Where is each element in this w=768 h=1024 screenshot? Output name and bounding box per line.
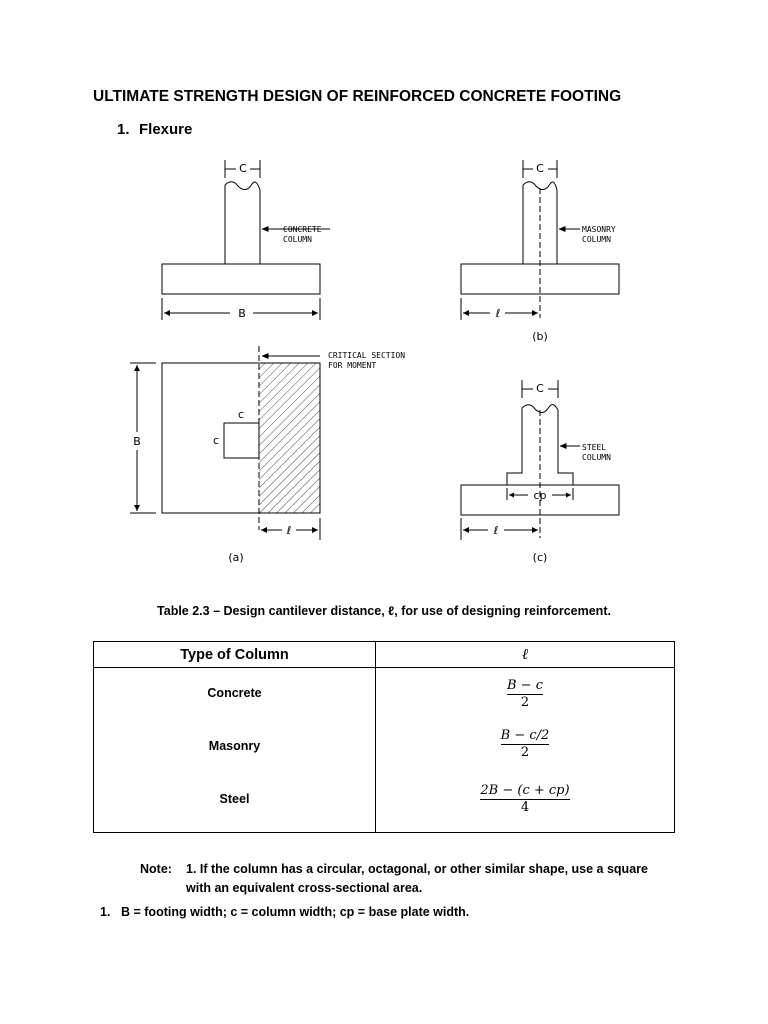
column-types-cell [94,668,376,833]
critical-section-label-1: CRITICAL SECTION [328,351,406,360]
critical-section-hatch [259,363,320,513]
figure-caption-c: (c) [532,551,548,564]
dim-cp-label: cp [533,489,547,502]
dim-c-label: C [239,162,247,175]
steel-column-label-2: COLUMN [582,453,611,462]
concrete-column-label-2: COLUMN [283,235,312,244]
section-number: 1. [117,121,130,138]
masonry-column-label-2: COLUMN [582,235,611,244]
dim-B-label: B [133,435,141,448]
table-body-row [94,668,675,833]
section-title: Flexure [139,121,193,138]
figure-caption-b: (b) [532,330,548,343]
formula-masonry-denominator: 2 [520,745,530,760]
type-masonry: Masonry [208,739,261,753]
note-line-1: 1. If the column has a circular, octagonal, or other similar shape, use a square [186,862,648,876]
dim-l-label: ℓ [495,307,501,320]
formula-masonry [376,728,674,761]
dim-c-top-label: c [237,408,245,421]
dim-l-label: ℓ [493,524,499,537]
table-caption: Table 2.3 – Design cantilever distance, ℓ, for use of designing reinforcement. [157,604,611,618]
cantilever-table [93,641,675,833]
definitions-text: B = footing width; c = column width; cp = base plate width. [121,905,470,919]
table-header-row [94,642,675,668]
note-line-2: with an equivalent cross-sectional area. [186,881,423,895]
masonry-column-label-1: MASONRY [582,225,616,234]
footing-concrete [162,264,320,294]
header-type-of-column: Type of Column [94,642,376,668]
dim-l-lines [461,518,538,540]
dim-B-label: B [238,307,246,320]
document-title: ULTIMATE STRENGTH DESIGN OF REINFORCED CONCRETE FOOTING [93,88,622,105]
figure-plan-view [130,346,320,540]
column-break-line [225,182,260,190]
formula-concrete [376,678,674,711]
formulas-cell [376,668,675,833]
type-steel: Steel [219,792,250,806]
dim-l-label: ℓ [286,524,292,537]
steel-column-label-1: STEEL [582,443,607,452]
critical-section-label-2: FOR MOMENT [328,361,377,370]
dim-c-label: C [536,162,544,175]
formula-concrete-denominator: 2 [520,695,530,710]
type-concrete: Concrete [207,686,262,700]
figure-caption-a: (a) [228,551,244,564]
formula-masonry-numerator: B − c/2 [500,728,550,743]
dim-c-left-label: c [212,434,220,447]
column-plan [224,423,259,458]
formula-steel [376,783,674,816]
concrete-column-label-1: CONCRETE [283,225,322,234]
formula-steel-numerator: 2B − (c + cp) [480,783,570,798]
formula-concrete-numerator: B − c [507,678,543,693]
definitions-list-number: 1. [100,905,111,919]
concrete-column-outline [225,185,260,264]
dim-c-label: C [536,382,544,395]
header-l: ℓ [376,642,675,668]
note-label: Note: [140,862,172,876]
formula-steel-denominator: 4 [520,800,530,815]
